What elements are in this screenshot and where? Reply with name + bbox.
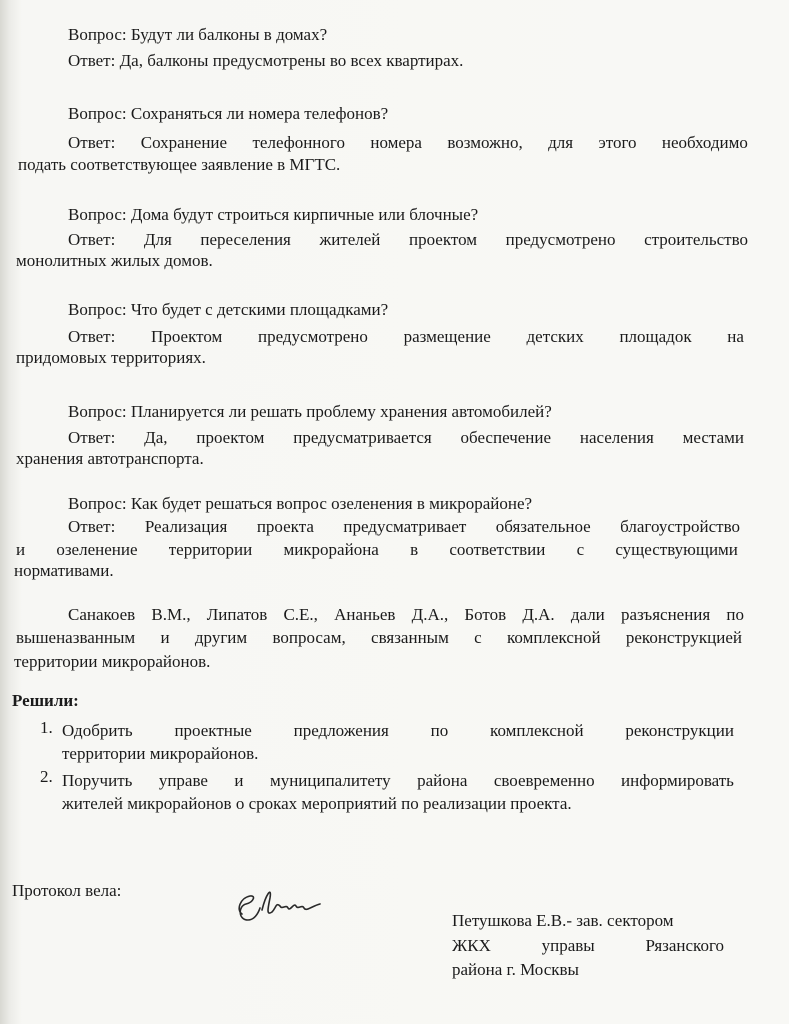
word: соответствии: [449, 540, 546, 559]
word: Д.А.,: [411, 605, 449, 624]
word: благоустройство: [620, 517, 740, 536]
word: обеспечение: [460, 428, 552, 447]
signature-icon: [232, 880, 332, 930]
protocol-label: Протокол вела:: [12, 881, 122, 900]
word: по: [726, 605, 744, 624]
word: с: [576, 540, 585, 559]
explanation-line-2: [16, 627, 742, 649]
word: Ответ:: [68, 133, 116, 152]
word: по: [430, 721, 449, 740]
question-5: Вопрос: Планируется ли решать проблему хранения автомобилей?: [68, 402, 552, 421]
word: территории: [168, 540, 253, 559]
word: размещение: [403, 327, 491, 346]
word: микрорайона: [283, 540, 379, 559]
answer-6-line-1: [68, 516, 740, 538]
word: предложения: [293, 721, 389, 740]
word: ЖКХ: [452, 936, 491, 955]
word: Ответ:: [68, 327, 116, 346]
explanation-line-1: [68, 604, 744, 626]
word: Рязанского: [645, 936, 724, 955]
word: В.М.,: [151, 605, 191, 624]
word: проектом: [408, 230, 478, 249]
word: обязательное: [495, 517, 591, 536]
word: озеленение: [56, 540, 138, 559]
question-4: Вопрос: Что будет с детскими площадками?: [68, 300, 389, 319]
word: в: [410, 540, 419, 559]
word: и: [234, 771, 244, 790]
word: связанным: [371, 628, 449, 647]
word: переселения: [200, 230, 291, 249]
question-6: Вопрос: Как будет решаться вопрос озеленения в микрорайоне?: [68, 494, 533, 513]
signer-line-1: Петушкова Е.В.- зав. сектором: [452, 911, 674, 930]
answer-6-line-3: нормативами.: [14, 561, 114, 580]
question-3: Вопрос: Дома будут строиться кирпичные или блочные?: [68, 205, 479, 224]
word: района: [417, 771, 468, 790]
word: населения: [579, 428, 654, 447]
word: Да,: [144, 428, 168, 447]
word: вопросам,: [272, 628, 346, 647]
question-1: Вопрос: Будут ли балконы в домах?: [68, 25, 328, 44]
word: комплексной: [490, 721, 584, 740]
word: своевременно: [493, 771, 595, 790]
word: Поручить: [62, 771, 133, 790]
word: строительство: [644, 230, 748, 249]
word: необходимо: [661, 133, 748, 152]
decision-2-number: 2.: [40, 767, 53, 786]
decision-1-number: 1.: [40, 718, 53, 737]
word: Реализация: [144, 517, 228, 536]
word: разъяснения: [620, 605, 711, 624]
word: другим: [194, 628, 248, 647]
answer-4-line-1: [68, 326, 744, 348]
decision-1-line-1: [62, 720, 734, 742]
decision-2-line-2: жителей микрорайонов о сроках мероприятий по реализации проекта.: [62, 794, 572, 813]
word: Проектом: [151, 327, 223, 346]
word: проектные: [174, 721, 252, 740]
word: информировать: [621, 771, 734, 790]
word: проектом: [196, 428, 265, 447]
word: Санакоев: [68, 605, 136, 624]
word: на: [727, 327, 744, 346]
word: жителей: [319, 230, 381, 249]
word: площадок: [619, 327, 692, 346]
word: Сохранение: [140, 133, 228, 152]
decided-heading: Решили:: [12, 691, 79, 710]
word: предусматривается: [293, 428, 432, 447]
answer-3-line-1: [68, 229, 748, 251]
word: номера: [370, 133, 422, 152]
word: Ответ:: [68, 230, 116, 249]
word: предусмотрено: [257, 327, 368, 346]
answer-6-line-2: [16, 539, 738, 561]
signer-line-2: [452, 935, 724, 957]
word: управе: [158, 771, 208, 790]
answer-2-line-1: [68, 132, 748, 154]
word: Д.А.: [522, 605, 555, 624]
explanation-line-3: территории микрорайонов.: [14, 652, 211, 671]
signer-line-3: района г. Москвы: [452, 960, 579, 979]
word: проекта: [256, 517, 314, 536]
word: муниципалитету: [269, 771, 391, 790]
answer-1-line-1: Ответ: Да, балконы предусмотрены во всех квартирах.: [68, 51, 464, 70]
word: и: [16, 540, 26, 559]
decision-2-line-1: [62, 770, 734, 792]
word: реконструкции: [625, 721, 734, 740]
word: Одобрить: [62, 721, 133, 740]
word: для: [548, 133, 574, 152]
word: детских: [526, 327, 584, 346]
word: управы: [541, 936, 595, 955]
word: С.Е.,: [283, 605, 318, 624]
word: Ответ:: [68, 428, 116, 447]
word: дали: [570, 605, 605, 624]
word: Липатов: [206, 605, 268, 624]
word: Ботов: [464, 605, 507, 624]
word: комплексной: [507, 628, 601, 647]
answer-2-line-2: подать соответствующее заявление в МГТС.: [18, 155, 341, 174]
word: Для: [143, 230, 172, 249]
word: предусматривает: [343, 517, 467, 536]
word: реконструкцией: [625, 628, 742, 647]
answer-5-line-2: хранения автотранспорта.: [16, 449, 204, 468]
word: Ананьев: [334, 605, 396, 624]
word: существующими: [615, 540, 738, 559]
decision-1-line-2: территории микрорайонов.: [62, 744, 259, 763]
answer-5-line-1: [68, 427, 744, 449]
answer-4-line-2: придомовых территориях.: [16, 348, 206, 367]
word: и: [160, 628, 170, 647]
word: местами: [682, 428, 744, 447]
question-2: Вопрос: Сохраняться ли номера телефонов?: [68, 104, 389, 123]
word: вышеназванным: [16, 628, 136, 647]
word: с: [474, 628, 482, 647]
word: телефонного: [252, 133, 345, 152]
word: этого: [598, 133, 637, 152]
word: Ответ:: [68, 517, 116, 536]
word: возможно,: [447, 133, 523, 152]
word: предусмотрено: [505, 230, 616, 249]
answer-3-line-2: монолитных жилых домов.: [16, 251, 213, 270]
